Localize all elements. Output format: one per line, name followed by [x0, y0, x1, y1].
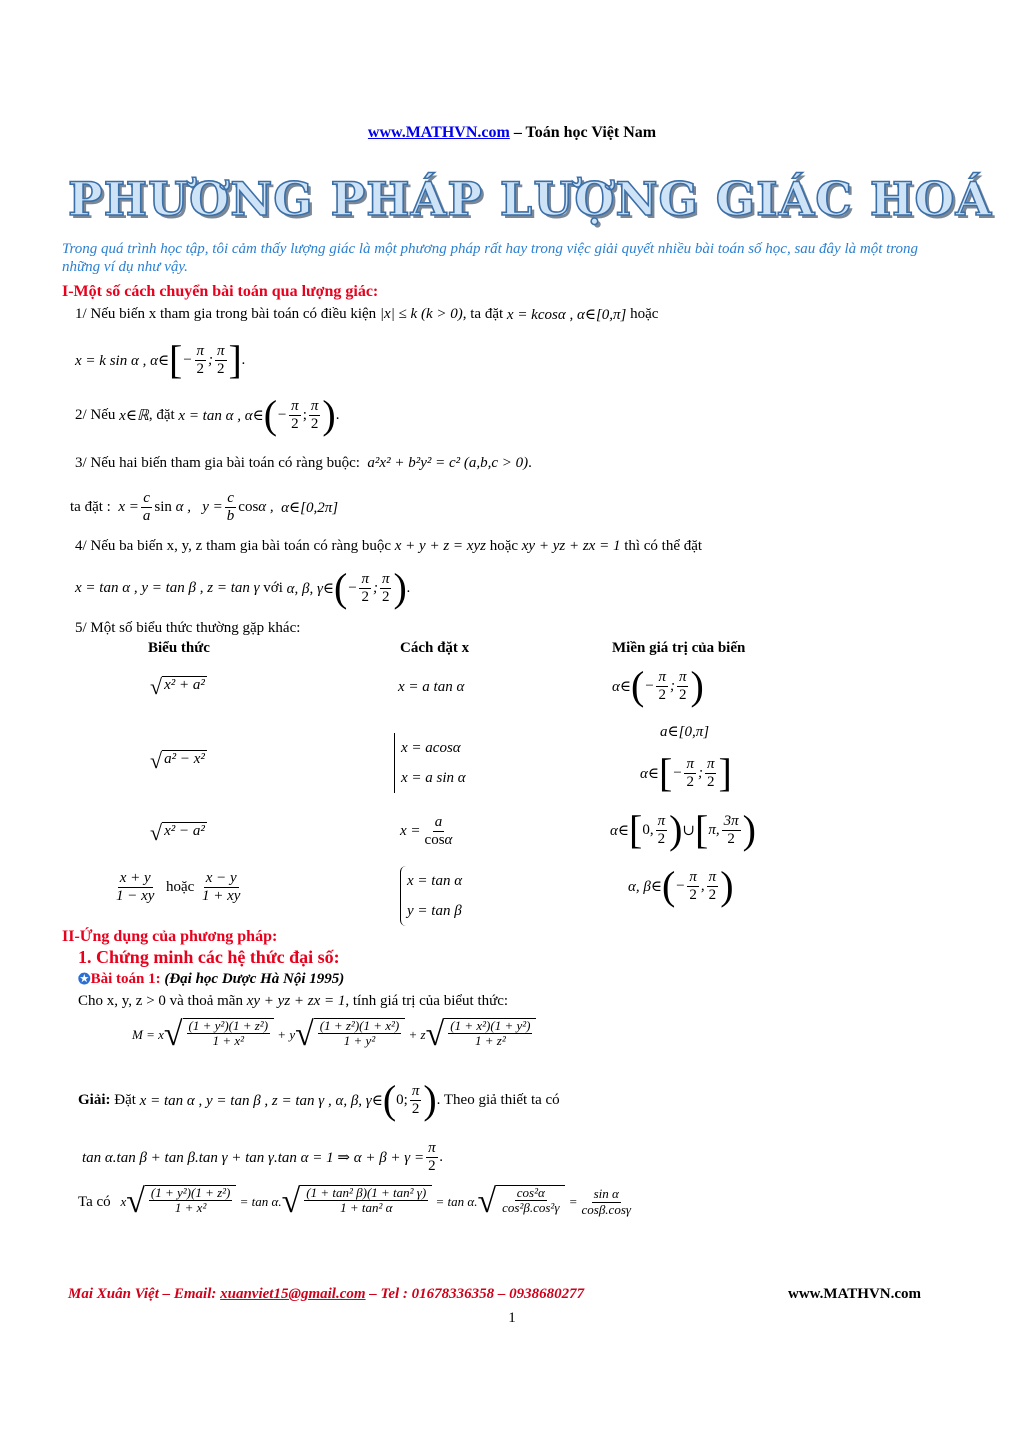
expression-M: M = x √ $\frac{\text{(1 + y²)(1 + z²)}}{\text{1 + x²}}$ + y √ $\frac{\text{(1 + z²)(1 + x²)}}{\text{1 + y²}}$ + z √ $\frac{\text{(1 + x²)(1 + y²)}}{\text{1 + z²}}$: [132, 1018, 536, 1052]
table-header-domain: Miền giá trị của biến: [612, 640, 746, 656]
problem-1-source: (Đại học Dược Hà Nội 1995): [164, 971, 345, 987]
item-1-sub: x = kcosα , α∈[0,π]: [506, 307, 627, 323]
item-4-sub: x = tan α , y = tan β , z = tan γ với α, β, γ∈ ( − $\frac{\pi}{2}$ ; $\frac{\pi}{2}$ ) .: [75, 565, 411, 610]
problem-1-label: Bài toán 1:: [90, 971, 161, 987]
item-1-cond: |x| ≤ k (k > 0): [379, 306, 463, 322]
subsection-1-heading: 1. Chứng minh các hệ thức đại số:: [78, 947, 340, 967]
table-row-3-domain: α∈ [ 0, $\frac{\pi}{2}$ ) ∪ [ π, $\frac{3\pi}{2}$ ): [610, 807, 756, 852]
table-row-1-expr: √ x² + a²: [150, 674, 205, 699]
page-header: [0, 124, 1024, 142]
item-4-cond2: xy + yz + zx = 1: [521, 538, 621, 554]
solution-line-1: Giải: Đặt x = tan α , y = tan β , z = tan γ , α, β, γ∈ ( 0; $\frac{\pi}{2}$ ) . Theo giả thiết ta có: [78, 1077, 560, 1122]
section-2-heading: II-Ứng dụng của phương pháp:: [62, 928, 278, 945]
frac-pi-2: $\frac{\pi}{2}$: [196, 343, 205, 377]
table-row-4-expr: $\frac{x + y}{1 - xy}$ hoặc $\frac{x - y}{1 + xy}$: [116, 870, 241, 904]
table-row-2-domain2: α∈ [ − $\frac{\pi}{2}$ ; $\frac{\pi}{2}$ ]: [640, 750, 732, 795]
table-row-4-sub: x = tan α y = tan β: [400, 866, 462, 926]
item-4-range: α, β, γ∈: [286, 580, 334, 597]
table-row-3-sub: x = $\frac{a}{\cos\alpha}$: [400, 814, 453, 848]
table-row-2-domain1: a∈[0,π]: [660, 724, 710, 740]
item-1-mid: , ta đặt: [462, 306, 504, 322]
item-1-or: hoặc: [630, 306, 659, 322]
item-2-cond: x∈ℝ: [119, 407, 149, 424]
page-title: PHƯƠNG PHÁP LƯỢNG GIÁC HOÁ: [68, 172, 993, 226]
item-3-text: 3/ Nếu hai biến tham gia bài toán có ràng buộc:: [75, 455, 360, 471]
item-2-sub: x = tan α , α∈: [178, 407, 264, 424]
bracket-right: ]: [228, 337, 242, 382]
item-2-mid: , đặt: [148, 406, 175, 423]
page-number: 1: [508, 1310, 516, 1326]
table-header-sub: Cách đặt x: [400, 640, 470, 656]
item-3-sub: ta đặt : x = $\frac{c}{a}$ sin α , y = $\frac{c}{b}$ cos α , α∈[0,2π]: [70, 490, 339, 524]
problem-1-title: [78, 970, 344, 989]
header-title: Toán học Việt Nam: [525, 124, 657, 141]
table-row-4-domain: α, β∈ ( − $\frac{\pi}{2}$ , $\frac{\pi}{2}$ ): [628, 863, 734, 908]
footer-email[interactable]: xuanviet15@gmail.com: [220, 1286, 366, 1302]
item-1: [75, 305, 658, 324]
table-header-expr: Biểu thức: [148, 640, 210, 656]
item-1-text: 1/ Nếu biến x tham gia trong bài toán có điều kiện: [75, 306, 377, 322]
item-4-text: 4/ Nếu ba biến x, y, z tham gia bài toán có ràng buộc: [75, 538, 392, 554]
item-3-prefix: ta đặt :: [70, 498, 111, 515]
bracket-left: [: [169, 337, 183, 382]
star-icon: ✪: [78, 972, 91, 988]
item-2-text: 2/ Nếu: [75, 406, 116, 423]
item-2: 2/ Nếu x∈ℝ , đặt x = tan α , α∈ ( − $\frac{\pi}{2}$ ; $\frac{\pi}{2}$ ) .: [75, 392, 340, 437]
item-4-cond1: x + y + z = xyz: [394, 538, 486, 554]
table-row-2-sub: x = acosα x = a sin α: [394, 733, 466, 793]
footer-author: Mai Xuân Việt – Email: xuanviet15@gmail.com – Tel : 01678336358 – 0938680277: [68, 1286, 585, 1302]
problem-1-statement: Cho x, y, z > 0 và thoả mãn xy + yz + zx = 1 , tính giá trị của biểut thức:: [78, 993, 509, 1009]
solution-line-2: tan α.tan β + tan β.tan γ + tan γ.tan α = 1 ⇒ α + β + γ = $\frac{\pi}{2}$ .: [82, 1140, 444, 1174]
item-3-range: α∈[0,2π]: [281, 499, 339, 516]
footer-site[interactable]: www.MATHVN.com: [788, 1286, 922, 1302]
intro-text: Trong quá trình học tập, tôi cảm thấy lượng giác là một phương pháp rất hay trong việc giải quyết nhiều bài toán số học, sau đây là một trong những ví dụ như vậy.: [62, 241, 919, 275]
frac-pi-2: $\frac{\pi}{2}$: [217, 343, 225, 377]
item-1-line2-text: x = k sin α , α∈: [75, 352, 170, 369]
solution-line-3: Ta có x √ $\frac{\text{(1 + y²)(1 + z²)}}{\text{1 + x²}}$ = tan α. √ $\frac{\text{(1 + tan² β)(1 + tan² γ)}}{\text{1 + tan² α}}$ = tan α. √ $\frac{\text{cos²α}}{\text{cos²β.cos²γ}}$ = $\frac{\text{sin α}}{\cos\beta.\cos\gamma}$: [78, 1183, 632, 1220]
item-4-with: với: [263, 579, 283, 596]
item-1-line2: x = k sin α , α∈ [ − $\frac{\pi}{2}$ ; $\frac{\pi}{2}$ ] .: [75, 337, 246, 382]
section-1-heading: I-Một số cách chuyển bài toán qua lượng giác:: [62, 283, 379, 300]
item-4-tail: thì có thể đặt: [624, 538, 703, 554]
item-3: 3/ Nếu hai biến tham gia bài toán có ràng buộc: a²x² + b²y² = c² (a,b,c > 0) .: [75, 455, 532, 471]
header-sep: –: [509, 124, 526, 141]
item-5: 5/ Một số biểu thức thường gặp khác:: [75, 620, 301, 636]
table-row-2-expr: √ a² − x²: [150, 748, 205, 773]
item-3-cond: a²x² + b²y² = c² (a,b,c > 0): [367, 455, 529, 471]
item-4-or: hoặc: [489, 538, 519, 554]
item-4: [75, 538, 702, 555]
item-4-sub-text: x = tan α , y = tan β , z = tan γ: [75, 579, 260, 596]
table-row-3-expr: √ x² − a²: [150, 820, 205, 845]
site-link[interactable]: www.MATHVN.com: [367, 124, 510, 141]
table-row-1-sub: x = a tan α: [398, 679, 465, 695]
solution-label: Giải:: [78, 1091, 111, 1108]
table-row-1-domain: α∈ ( − $\frac{\pi}{2}$ ; $\frac{\pi}{2}$ ): [612, 663, 704, 708]
